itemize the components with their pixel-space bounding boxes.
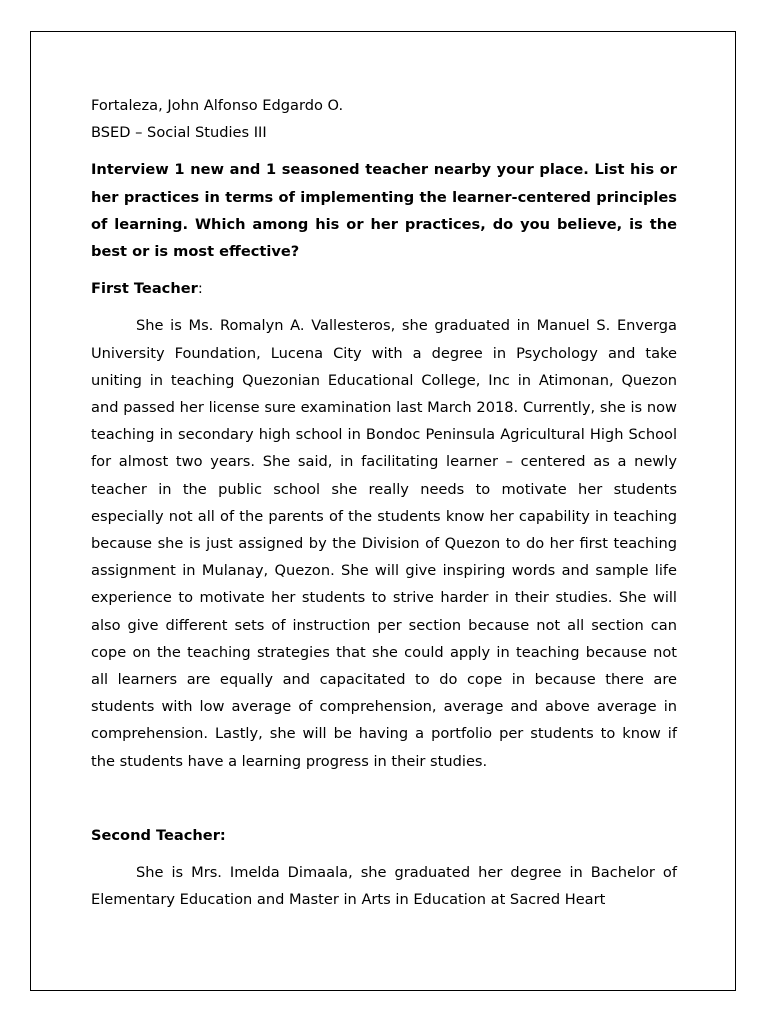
author-name: Fortaleza, John Alfonso Edgardo O. [91, 97, 344, 114]
first-teacher-heading [91, 275, 677, 302]
first-teacher-body: She is Ms. Romalyn A. Vallesteros, she graduated in Manuel S. Enverga University Foundation, Lucena City with a degree in Psychology and take uniting in teaching Quezonian Educational College, Inc in Atimonan, Quezon and passed her license sure examination last March 2018. Currently, she is now teaching in secondary high school in Bondoc Peninsula Agricultural High School for almost two years. She said, in facilitating learner – centered as a newly teacher in the public school she really needs to motivate her students especially not all of the parents of the students know her capability in teaching because she is just assigned by the Division of Quezon to do her first teaching assignment in Mulanay, Quezon. She will give inspiring words and sample life experience to motivate her students to strive harder in their studies. She will also give different sets of instruction per section because not all section can cope on the teaching strategies that she could apply in teaching because not all learners are equally and capacitated to do cope in because there are students with low average of comprehension, average and above average in comprehension. Lastly, she will be having a portfolio per students to know if the students have a learning progress in their studies. [91, 317, 677, 770]
first-teacher-heading-text: First Teacher [91, 280, 198, 298]
document-content [91, 92, 677, 913]
first-teacher-heading-colon: : [197, 280, 203, 298]
second-teacher-heading: Second Teacher: [91, 826, 226, 844]
second-teacher-body: She is Mrs. Imelda Dimaala, she graduated her degree in Bachelor of Elementary Education and Master in Arts in Education at Sacred Heart [91, 864, 677, 909]
course-line: BSED – Social Studies III [91, 124, 267, 142]
document-page [30, 31, 736, 991]
assignment-prompt: Interview 1 new and 1 seasoned teacher nearby your place. List his or her practices in terms of implementing the learner-centered principles of learning. Which among his or her practices, do you believe, is the best or is most effective? [91, 161, 677, 261]
